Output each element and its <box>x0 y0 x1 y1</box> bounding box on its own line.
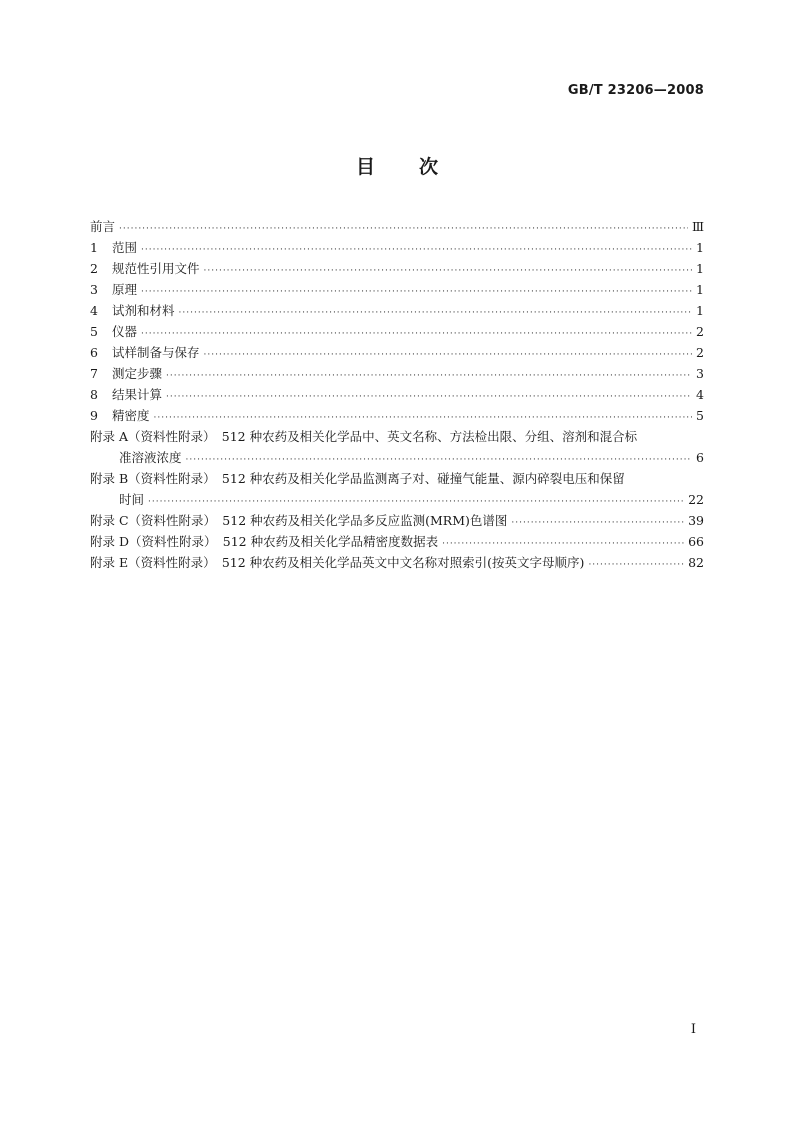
toc-entry-number: 8 <box>90 387 98 402</box>
toc-entry-number: 3 <box>90 282 98 297</box>
toc-entry-annex-e[interactable] <box>90 552 704 573</box>
toc-entry-label: 附录 B（资料性附录） 512 种农药及相关化学品监测离子对、碰撞气能量、源内碎裂电压和保留 <box>90 471 625 486</box>
toc-entry-number: 2 <box>90 261 98 276</box>
toc-entry-annex-c[interactable] <box>90 510 704 531</box>
toc-entry-label: 精密度 <box>112 408 150 423</box>
toc-entry-preface[interactable] <box>90 216 704 237</box>
toc-entry-number: 1 <box>90 240 98 255</box>
toc-entry-annex-a[interactable] <box>90 426 704 447</box>
toc-entry-page: 82 <box>688 555 704 570</box>
dot-leader <box>141 324 692 345</box>
toc-entry-9[interactable] <box>90 405 704 426</box>
toc-entry-annex-b[interactable] <box>90 468 704 489</box>
page-number: I <box>690 1022 696 1037</box>
toc-entry-4[interactable] <box>90 300 704 321</box>
table-of-contents <box>90 216 704 573</box>
toc-entry-label: 试样制备与保存 <box>112 345 200 360</box>
toc-entry-number: 5 <box>90 324 98 339</box>
toc-entry-2[interactable] <box>90 258 704 279</box>
toc-entry-label: 范围 <box>112 240 138 255</box>
toc-entry-label: 结果计算 <box>112 387 163 402</box>
toc-entry-label: 附录 A（资料性附录） 512 种农药及相关化学品中、英文名称、方法检出限、分组、溶剂和混合标 <box>90 429 638 444</box>
toc-entry-annex-d[interactable] <box>90 531 704 552</box>
dot-leader <box>179 303 692 324</box>
toc-entry-page: 6 <box>696 450 704 465</box>
toc-entry-page: 2 <box>696 345 704 360</box>
toc-entry-label: 仪器 <box>112 324 138 339</box>
toc-entry-page: 1 <box>696 282 704 297</box>
toc-entry-number: 9 <box>90 408 98 423</box>
toc-entry-page: 1 <box>696 303 704 318</box>
toc-entry-page: Ⅲ <box>691 219 704 234</box>
dot-leader <box>141 240 692 261</box>
dot-leader <box>119 219 688 240</box>
dot-leader <box>588 555 684 576</box>
toc-entry-number: 4 <box>90 303 98 318</box>
toc-entry-annex-a-continued[interactable] <box>90 447 704 468</box>
dot-leader <box>166 366 692 387</box>
toc-entry-number: 6 <box>90 345 98 360</box>
toc-entry-page: 2 <box>696 324 704 339</box>
toc-entry-page: 4 <box>696 387 704 402</box>
dot-leader <box>511 513 684 534</box>
toc-entry-label: 测定步骤 <box>112 366 163 381</box>
toc-entry-label: 附录 E（资料性附录） 512 种农药及相关化学品英文中文名称对照索引(按英文字母顺序) <box>90 555 585 570</box>
toc-entry-page: 66 <box>688 534 704 549</box>
toc-entry-label: 规范性引用文件 <box>112 261 200 276</box>
dot-leader <box>141 282 692 303</box>
toc-entry-page: 1 <box>696 261 704 276</box>
dot-leader <box>204 261 692 282</box>
toc-entry-label: 附录 D（资料性附录） 512 种农药及相关化学品精密度数据表 <box>90 534 439 549</box>
toc-entry-page: 39 <box>688 513 704 528</box>
toc-entry-number: 7 <box>90 366 98 381</box>
toc-entry-page: 1 <box>696 240 704 255</box>
toc-entry-page: 3 <box>696 366 704 381</box>
toc-entry-label-continued: 准溶液浓度 <box>119 450 182 465</box>
dot-leader <box>204 345 692 366</box>
toc-entry-annex-b-continued[interactable] <box>90 489 704 510</box>
page-title: 目次 <box>355 156 482 178</box>
toc-entry-8[interactable] <box>90 384 704 405</box>
toc-entry-6[interactable] <box>90 342 704 363</box>
toc-entry-7[interactable] <box>90 363 704 384</box>
toc-entry-1[interactable] <box>90 237 704 258</box>
toc-entry-page: 5 <box>696 408 704 423</box>
toc-entry-label: 前言 <box>90 219 116 234</box>
toc-entry-page: 22 <box>688 492 704 507</box>
toc-entry-label: 试剂和材料 <box>112 303 175 318</box>
toc-entry-3[interactable] <box>90 279 704 300</box>
toc-entry-label: 原理 <box>112 282 138 297</box>
toc-entry-5[interactable] <box>90 321 704 342</box>
toc-entry-label-continued: 时间 <box>119 492 145 507</box>
toc-entry-label: 附录 C（资料性附录） 512 种农药及相关化学品多反应监测(MRM)色谱图 <box>90 513 508 528</box>
standard-code: GB/T 23206—2008 <box>567 83 704 98</box>
dot-leader <box>166 387 692 408</box>
